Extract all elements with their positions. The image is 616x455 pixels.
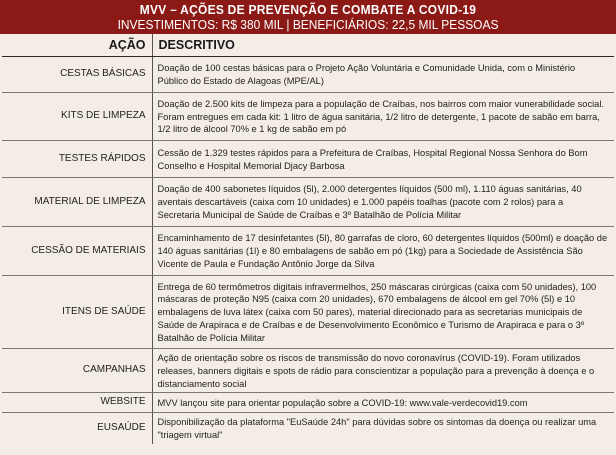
row-descritivo: Entrega de 60 termômetros digitais infravermelhos, 250 máscaras cirúrgicas (caixa com 50 unidades), 100 máscaras de proteção N95 (caixa com 20 unidades), 670 embalagens de álcool em gel 70% (5l) e 10 embalagens de luva látex (caixa com 50 pares), material direcionado para as secretarias municipais de Saúde de Arapiraca e de Craíbas e de Desenvolvimento Econômico e Turismo de Arapiraca e para o 3º Batalhão de Polícia Militar <box>152 276 614 349</box>
table-row <box>2 349 614 393</box>
row-acao: TESTES RÁPIDOS <box>2 141 152 178</box>
row-acao: CESSÃO DE MATERIAIS <box>2 227 152 276</box>
actions-table <box>2 34 614 444</box>
table-row <box>2 141 614 178</box>
table-header-row <box>2 34 614 57</box>
header-subtitle: INVESTIMENTOS: R$ 380 MIL | BENEFICIÁRIOS: 22,5 MIL PESSOAS <box>117 17 499 32</box>
row-descritivo: Cessão de 1.329 testes rápidos para a Prefeitura de Craíbas, Hospital Regional Nossa Senhora do Bom Conselho e Hospital Memorial Djacy Barbosa <box>152 141 614 178</box>
row-descritivo: Doação de 2.500 kits de limpeza para a população de Craíbas, nos bairros com maior vunerabilidade social. Foram entregues em cada kit: 1 litro de água sanitária, 1/2 litro de detergente, 1 pacote de sabão em barra, 1/2 litro de álcool 70% e 1 kg de sabão em pó <box>152 93 614 141</box>
table-row <box>2 227 614 276</box>
row-descritivo: Encaminhamento de 17 desinfetantes (5l), 80 garrafas de cloro, 60 detergentes líquidos (500ml) e doação de 140 águas sanitárias (1l) e 80 embalagens de sabão em pó (1kg) para a Sociedade de Assistência São Vicente de Paula e Fundação Antônio Jorge da Silva <box>152 227 614 276</box>
header-title: MVV – AÇÕES DE PREVENÇÃO E COMBATE A COVID-19 <box>139 2 477 17</box>
header-banner <box>0 0 616 34</box>
table-row <box>2 276 614 349</box>
row-acao: MATERIAL DE LIMPEZA <box>2 178 152 227</box>
row-acao: ITENS DE SAÚDE <box>2 276 152 349</box>
table-row <box>2 393 614 413</box>
column-header-descritivo: DESCRITIVO <box>152 34 614 57</box>
row-acao: WEBSITE <box>2 393 152 413</box>
table-row <box>2 93 614 141</box>
table-row <box>2 178 614 227</box>
row-descritivo: MVV lançou site para orientar população sobre a COVID-19: www.vale-verdecovid19.com <box>152 393 614 413</box>
row-acao: CESTAS BÁSICAS <box>2 57 152 93</box>
row-descritivo: Doação de 400 sabonetes líquidos (5l), 2.000 detergentes líquidos (500 ml), 1.110 águas sanitárias, 40 aventais descartáveis (caixa com 10 unidades) e 1.000 papéis toalhas (pacote com 2 rolos) para a Secretaria Municipal de Saúde de Craíbas e 3º Batalhão de Polícia Militar <box>152 178 614 227</box>
row-descritivo: Doação de 100 cestas básicas para o Projeto Ação Voluntária e Comunidade Unida, com o Ministério Público do Estado de Alagoas (MPE/AL) <box>152 57 614 93</box>
row-descritivo: Ação de orientação sobre os riscos de transmissão do novo coronavírus (COVID-19). Foram utilizados releases, banners digitais e spots de rádio para conscientizar a população para a prevenção à doença e o distanciamento social <box>152 349 614 393</box>
row-descritivo: Disponibilização da plataforma "EuSaúde 24h" para dúvidas sobre os sintomas da doença ou realizar uma "triagem virtual" <box>157 417 597 441</box>
row-acao: CAMPANHAS <box>2 349 152 393</box>
table-row <box>2 413 614 444</box>
table-row <box>2 57 614 93</box>
column-header-acao: AÇÃO <box>2 34 152 57</box>
row-acao: EUSAÚDE <box>2 413 152 444</box>
row-acao: KITS DE LIMPEZA <box>2 93 152 141</box>
